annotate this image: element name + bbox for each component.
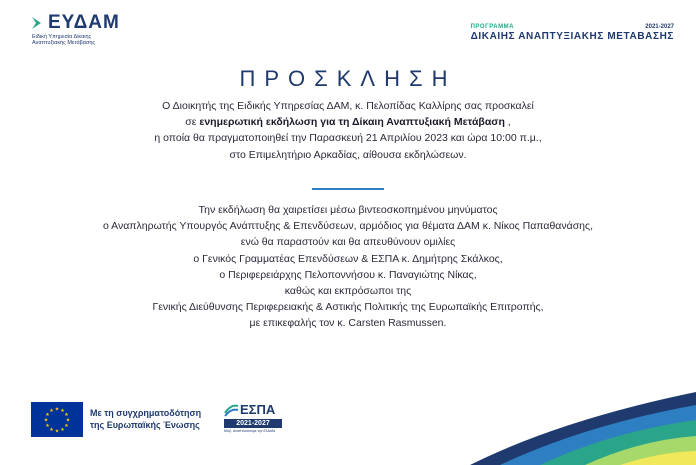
eu-text-line-1: Με τη συγχρηματοδότηση <box>90 408 202 418</box>
detail-line: ενώ θα παραστούν και θα απευθύνουν ομιλίες <box>240 236 456 249</box>
svg-text:★: ★ <box>45 423 50 429</box>
intro-line-3: η οποία θα πραγματοποιηθεί την Παρασκευή 21 Απριλίου 2023 και ώρα 10:00 π.μ., <box>154 132 542 145</box>
svg-text:★: ★ <box>64 423 69 429</box>
detail-line: Την εκδήλωση θα χαιρετίσει μέσω βιντεοσκοπημένου μηνύματος <box>198 204 498 216</box>
program-title: ΔΙΚΑΙΗΣ ΑΝΑΠΤΥΞΙΑΚΗΣ ΜΕΤΑΒΑΣΗΣ <box>470 31 674 42</box>
espa-years: 2021-2027 <box>224 419 282 428</box>
svg-text:★: ★ <box>54 406 60 413</box>
intro-line-2-suffix: , <box>504 116 511 129</box>
detail-line: ο Αναπληρωτής Υπουργός Ανάπτυξης & Επενδύσεων, αρμόδιος για θέματα ΔΑΜ κ. Νίκος Παπαθανάσης, <box>102 220 593 233</box>
detail-line: ο Γενικός Γραμματέας Επενδύσεων & ΕΣΠΑ κ. Δημήτρης Σκάλκος, <box>193 252 503 265</box>
svg-text:★: ★ <box>54 428 60 435</box>
detail-line: με επικεφαλής τον κ. Carsten Rasmussen. <box>249 317 447 330</box>
svg-text:★: ★ <box>65 417 71 424</box>
intro-line-4: στο Επιμελητήριο Αρκαδίας, αίθουσα εκδηλώσεων. <box>229 148 467 161</box>
invitation-title: ΠΡΟΣΚΛΗΣΗ <box>239 66 457 91</box>
program-label: ΠΡΟΓΡΑΜΜΑ <box>470 24 514 30</box>
program-years: 2021-2027 <box>645 24 674 30</box>
svg-text:★: ★ <box>64 412 69 418</box>
svg-text:★: ★ <box>49 408 54 414</box>
eu-text-line-2: της Ευρωπαϊκής Ένωσης <box>90 420 200 430</box>
svg-text:★: ★ <box>60 408 65 414</box>
intro-line-2-prefix: σε <box>185 116 200 129</box>
logo-subtitle: Ειδική Υπηρεσία Δίκαιης Αναπτυξιακής Μετάβασης <box>32 34 96 46</box>
detail-line: Γενικής Διεύθυνσης Περιφερειακής & Αστικής Πολιτικής της Ευρωπαϊκής Επιτροπής, <box>152 301 544 314</box>
intro-line-1: Ο Διοικητής της Ειδικής Υπηρεσίας ΔΑΜ, κ. Πελοπίδας Καλλίρης σας προσκαλεί <box>162 100 534 112</box>
detail-line: καθώς και εκπρόσωποι της <box>284 285 412 298</box>
espa-word: ΕΣΠΑ <box>240 402 276 417</box>
detail-line: ο Περιφερειάρχης Πελοποννήσου κ. Παναγιώτης Νίκας, <box>219 268 477 281</box>
event-name: ενημερωτική εκδήλωση για τη Δίκαιη Αναπτυξιακή Μετάβαση <box>199 116 505 129</box>
svg-text:★: ★ <box>43 417 49 424</box>
espa-tagline: Μαζί. Αναπτύσσουμε την Ελλάδα <box>224 429 276 433</box>
logo-name: ΕΥΔΑΜ <box>48 12 120 33</box>
svg-text:★: ★ <box>60 427 65 433</box>
svg-text:★: ★ <box>45 412 50 418</box>
svg-text:★: ★ <box>49 427 54 433</box>
